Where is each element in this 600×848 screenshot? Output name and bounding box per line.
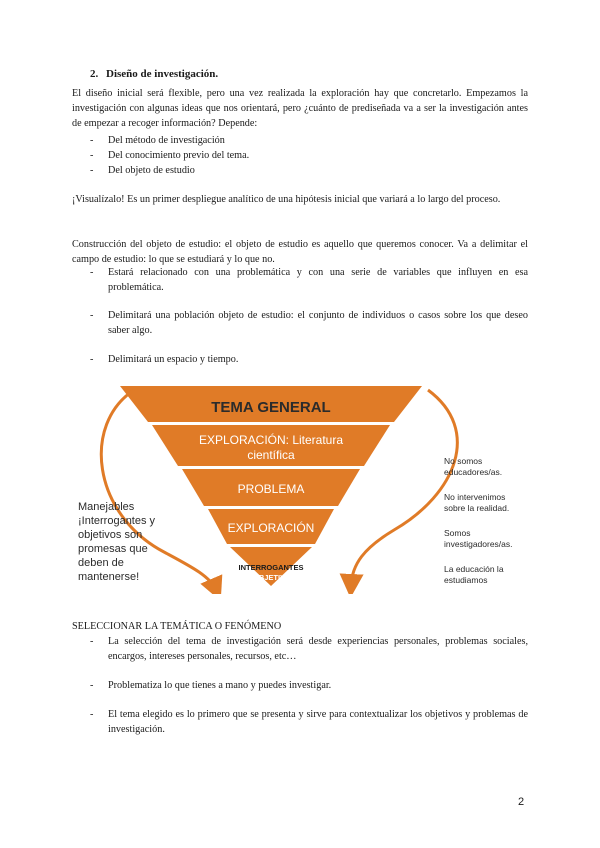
section-number: 2. (90, 68, 99, 80)
funnel-label: INTERROGANTES (238, 563, 304, 572)
section-title: Diseño de investigación. (106, 68, 219, 80)
funnel-diagram (72, 384, 528, 594)
funnel-label: TEMA GENERAL (211, 399, 331, 416)
funnel-label: Y OBJETIVOS (246, 573, 296, 582)
list-item: - Delimitará una población objeto de estudio: el conjunto de individuos o casos sobre los que deseo saber algo. (90, 310, 528, 336)
visualize-paragraph: ¡Visualízalo! Es un primer despliegue analítico de una hipótesis inicial que variará a lo largo del proceso. (72, 194, 501, 205)
list-item: - Del conocimiento previo del tema. (90, 150, 250, 161)
list-item: - Delimitará un espacio y tiempo. (90, 354, 239, 365)
list-item: - Problematiza lo que tienes a mano y puedes investigar. (90, 680, 332, 691)
funnel-label: EXPLORACIÓN: Literatura (198, 433, 344, 447)
list-item: - Del método de investigación (90, 135, 225, 146)
funnel-label: PROBLEMA (237, 482, 305, 496)
list-item: - Del objeto de estudio (90, 165, 195, 176)
right-note: La educación la estudiamos (444, 564, 504, 585)
right-note: No intervenimos sobre la realidad. (444, 492, 510, 513)
list-item: - Estará relacionado con una problemática y con una serie de variables que influyen en esa problemática. (90, 267, 528, 293)
list-item: - La selección del tema de investigación será desde experiencias personales, problemas sociales, encargos, intereses personales, recursos, etc… (90, 636, 528, 662)
page-number: 2 (518, 796, 525, 808)
funnel-label: científica (247, 448, 295, 462)
left-note: Manejables ¡Interrogantes y objetivos son promesas que deben de mantenerse! (78, 501, 156, 583)
select-heading: SELECCIONAR LA TEMÁTICA O FENÓMENO (72, 621, 282, 632)
right-note: No somos educadores/as. (444, 456, 503, 477)
funnel-label: EXPLORACIÓN (227, 521, 315, 535)
right-note: Somos investigadores/as. (444, 528, 513, 549)
construction-paragraph: Construcción del objeto de estudio: el objeto de estudio es aquello que queremos conocer. Va a delimitar el campo de estudio: lo que se estudiará y lo que no. (72, 239, 528, 265)
section-heading (90, 68, 218, 80)
intro-paragraph: El diseño inicial será flexible, pero una vez realizada la exploración hay que concretarlo. Empezamos la investigación con algunas ideas que nos orientará, pero ¿cuánto de prediseñada va a ser la investigación antes de empezar a recoger información? Depende: (72, 88, 528, 129)
list-item: - El tema elegido es lo primero que se presenta y sirve para contextualizar los objetivos y problemas de investigación. (90, 709, 528, 735)
